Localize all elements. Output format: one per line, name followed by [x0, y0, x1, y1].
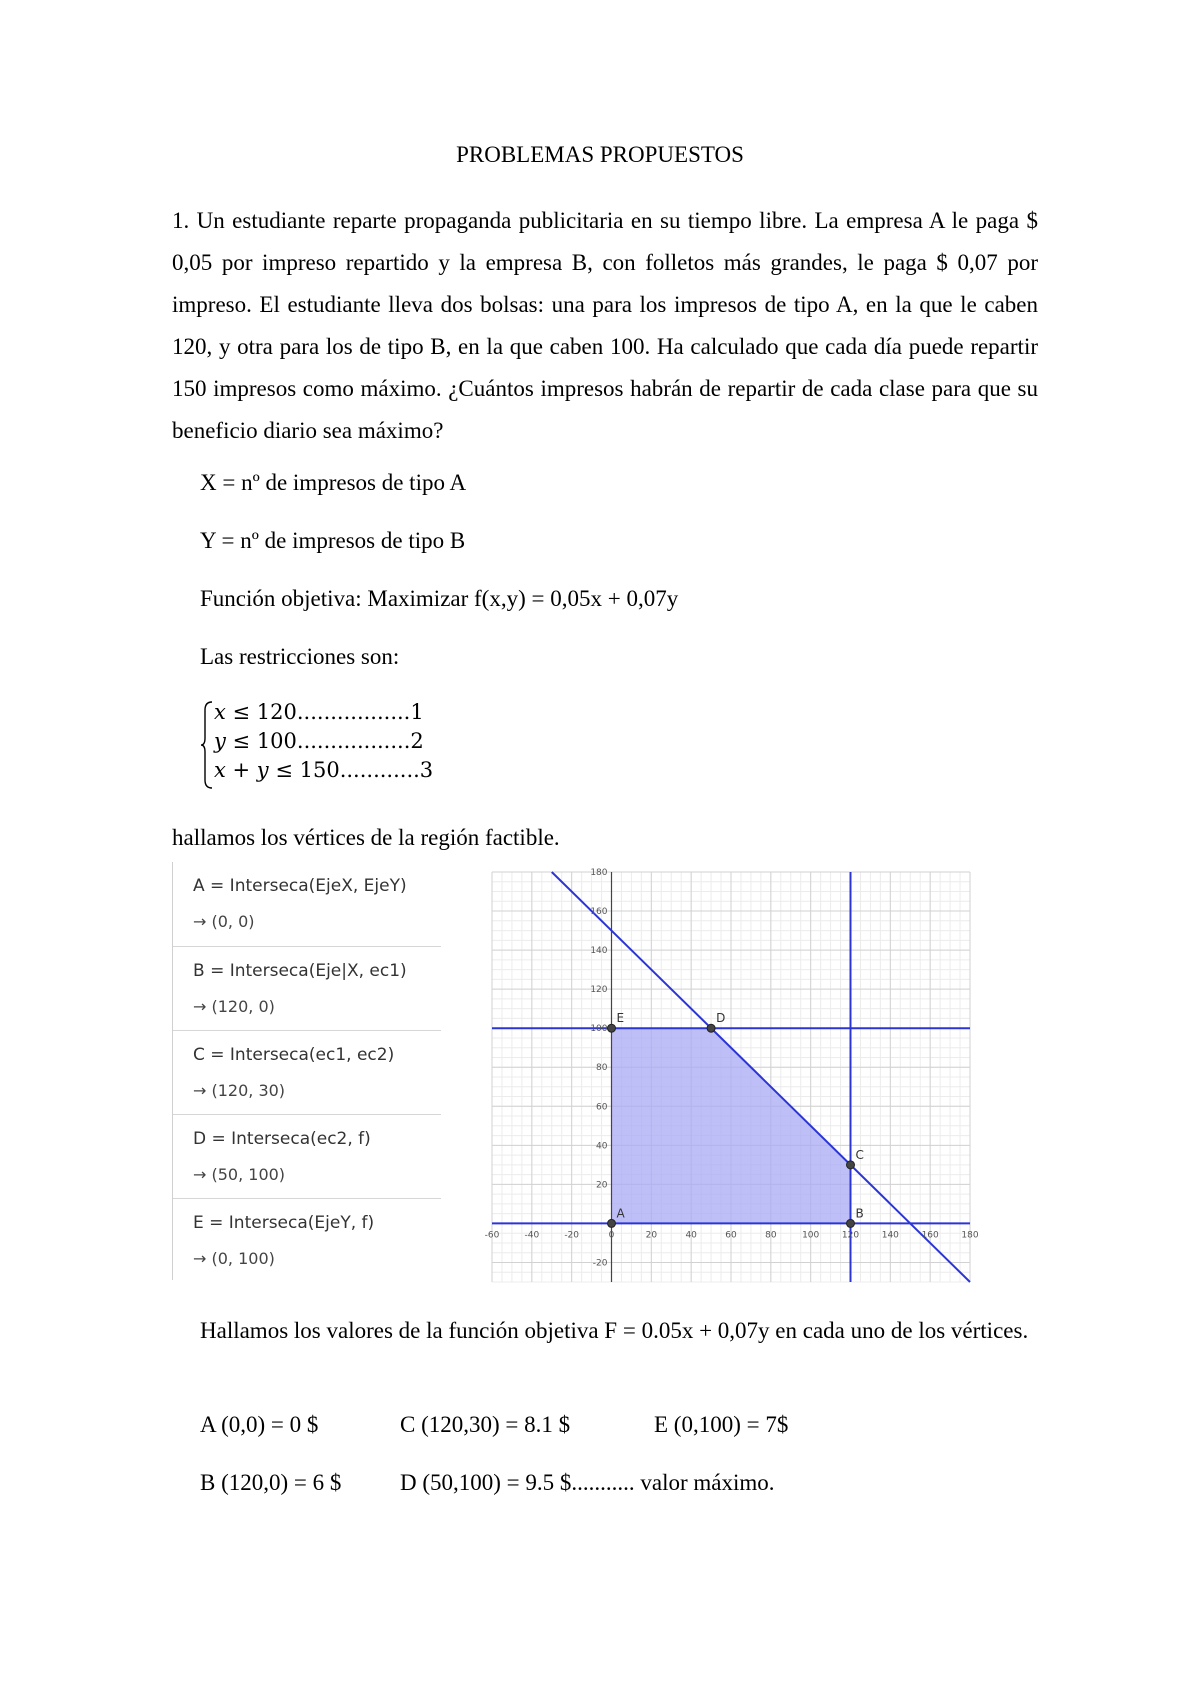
- objective-function: Función objetiva: Maximizar f(x,y) = 0,05x + 0,07y: [200, 586, 679, 611]
- value-vertex-d: D (50,100) = 9.5 $........... valor máximo.: [400, 1470, 775, 1495]
- algebra-value: → (0, 100): [193, 1249, 275, 1268]
- vertex-label-c: C: [855, 1147, 864, 1162]
- vertex-label-e: E: [616, 1011, 625, 1026]
- y-tick-label: 100: [590, 1024, 608, 1035]
- value-vertex-b: B (120,0) = 6 $: [200, 1470, 342, 1495]
- algebra-value: → (50, 100): [193, 1165, 286, 1184]
- y-tick-label: -20: [592, 1258, 608, 1269]
- x-tick-label: -40: [524, 1230, 540, 1241]
- algebra-definition: E = Interseca(EjeY, f): [193, 1213, 375, 1233]
- chart-svg[interactable]: [484, 868, 979, 1282]
- algebra-item-e[interactable]: [173, 1198, 441, 1281]
- algebra-definition: C = Interseca(ec1, ec2): [193, 1045, 395, 1065]
- x-tick-label: 20: [645, 1230, 658, 1241]
- y-tick-label: 60: [596, 1102, 608, 1113]
- vertex-point-d: [707, 1024, 715, 1032]
- algebra-value: → (120, 30): [193, 1081, 286, 1100]
- vertex-label-b: B: [855, 1206, 864, 1221]
- x-tick-label: 0: [608, 1230, 615, 1241]
- x-tick-label: 140: [881, 1230, 899, 1241]
- algebra-item-a[interactable]: [173, 862, 441, 944]
- constraint-op: +: [225, 758, 257, 782]
- y-tick-label: 180: [590, 868, 608, 878]
- constraint-rest: ≤ 120.................1: [225, 700, 424, 724]
- feasible-region-graph[interactable]: [484, 868, 979, 1282]
- constraint-var: y: [256, 758, 269, 782]
- x-tick-label: 160: [921, 1230, 939, 1241]
- x-tick-label: 80: [765, 1230, 777, 1241]
- vertex-label-d: D: [716, 1011, 726, 1026]
- constraint-var: x: [214, 758, 226, 782]
- algebra-definition: B = Interseca(Eje|X, ec1): [193, 961, 407, 981]
- problem-statement: 1. Un estudiante reparte propaganda publicitaria en su tiempo libre. La empresa A le paga $ 0,05 por impreso repartido y la empresa B, con folletos más grandes, le paga $ 0,07 por impreso. El estudiante lleva dos bolsas: una para los impresos de tipo A, en la que le caben 120, y otra para los de tipo B, en la que caben 100. Ha calculado que cada día puede repartir 150 impresos como máximo. ¿Cuántos impresos habrán de repartir de cada clase para que su beneficio diario sea máximo?: [172, 208, 1038, 443]
- algebra-panel: [172, 862, 441, 1280]
- y-tick-label: 160: [590, 907, 608, 918]
- y-tick-label: 20: [596, 1180, 608, 1191]
- constraint-2: [214, 729, 424, 753]
- constraint-rest: ≤ 150............3: [268, 758, 434, 782]
- vertex-label-a: A: [616, 1206, 625, 1221]
- constraint-system: [200, 700, 434, 790]
- x-tick-label: -20: [564, 1230, 580, 1241]
- algebra-definition: D = Interseca(ec2, f): [193, 1129, 371, 1149]
- value-vertex-a: A (0,0) = 0 $: [200, 1412, 319, 1437]
- y-tick-label: 40: [596, 1141, 608, 1152]
- x-definition: X = nº de impresos de tipo A: [200, 470, 467, 495]
- restrictions-intro: Las restricciones son:: [200, 644, 400, 669]
- vertex-point-c: [847, 1161, 855, 1169]
- constraint-var: y: [214, 729, 226, 753]
- x-tick-label: 180: [961, 1230, 979, 1241]
- algebra-definition: A = Interseca(EjeX, EjeY): [193, 876, 407, 896]
- value-vertex-c: C (120,30) = 8.1 $: [400, 1412, 571, 1437]
- constraint-3: [214, 758, 433, 782]
- y-tick-label: 140: [590, 946, 608, 957]
- x-tick-label: -60: [484, 1230, 500, 1241]
- constraint-rest: ≤ 100.................2: [225, 729, 424, 753]
- x-tick-label: 60: [725, 1230, 737, 1241]
- y-definition: Y = nº de impresos de tipo B: [200, 528, 466, 553]
- value-vertex-e: E (0,100) = 7$: [654, 1412, 789, 1437]
- y-tick-label: 80: [596, 1063, 608, 1074]
- brace-icon: [200, 700, 214, 790]
- algebra-value: → (120, 0): [193, 997, 275, 1016]
- vertex-point-a: [608, 1219, 616, 1227]
- x-tick-label: 40: [685, 1230, 697, 1241]
- y-tick-label: 120: [590, 985, 608, 996]
- constraint-var: x: [214, 700, 226, 724]
- page-title: PROBLEMAS PROPUESTOS: [456, 142, 744, 167]
- objective-evaluation-intro: Hallamos los valores de la función objetiva F = 0.05x + 0,07y en cada uno de los vértices.: [200, 1318, 1029, 1343]
- algebra-item-d[interactable]: [173, 1114, 441, 1197]
- x-tick-label: 100: [802, 1230, 820, 1241]
- vertex-point-e: [608, 1024, 616, 1032]
- algebra-value: → (0, 0): [193, 912, 255, 931]
- algebra-item-c[interactable]: [173, 1030, 441, 1113]
- vertices-intro: hallamos los vértices de la región factible.: [172, 825, 560, 850]
- x-tick-label: 120: [841, 1230, 860, 1241]
- algebra-item-b[interactable]: [173, 946, 441, 1029]
- constraint-1: [214, 700, 424, 724]
- vertex-point-b: [847, 1219, 855, 1227]
